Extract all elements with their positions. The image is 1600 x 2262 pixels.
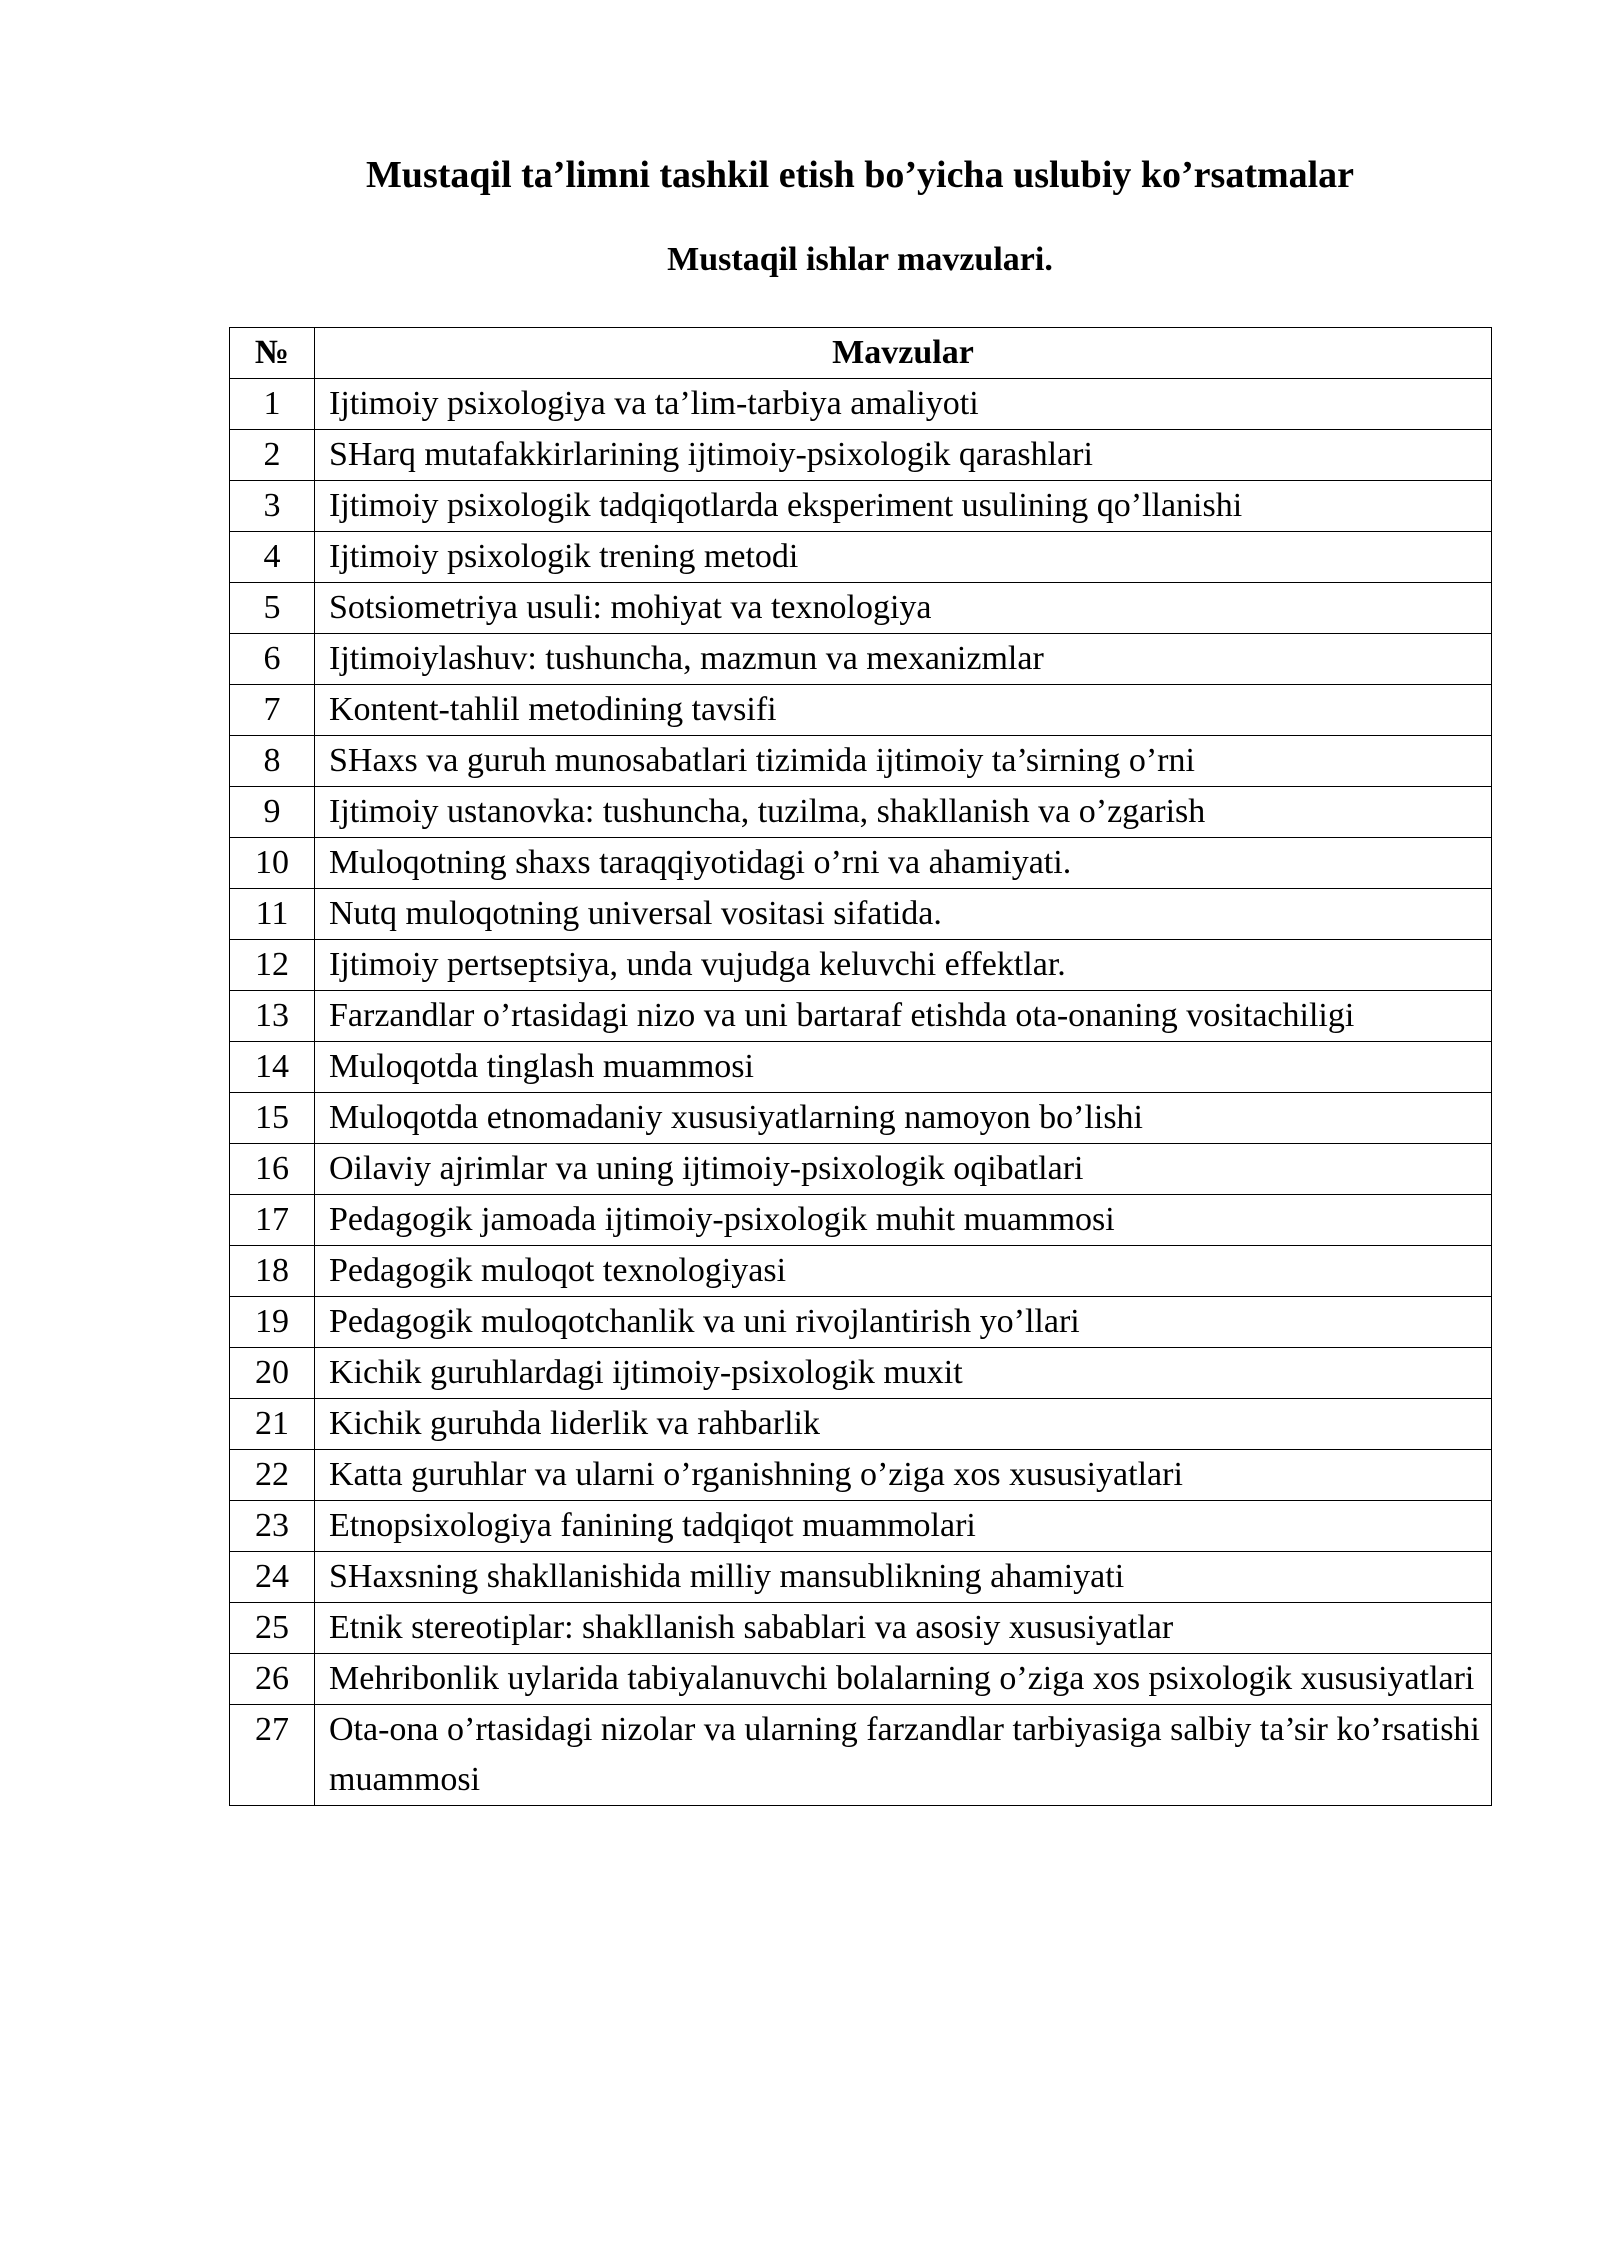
row-number: 6 (230, 634, 315, 685)
row-topic: Oilaviy ajrimlar va uning ijtimoiy-psixologik oqibatlari (315, 1144, 1492, 1195)
document-title: Mustaqil ta’limni tashkil etish bo’yicha uslubiy ko’rsatmalar (365, 154, 1355, 196)
row-number: 27 (230, 1705, 315, 1806)
row-number: 13 (230, 991, 315, 1042)
row-topic: Sotsiometriya usuli: mohiyat va texnologiya (315, 583, 1492, 634)
row-topic: Ota-ona o’rtasidagi nizolar va ularning farzandlar tarbiyasiga salbiy ta’sir ko’rsatishi muammosi (315, 1705, 1492, 1806)
row-number: 9 (230, 787, 315, 838)
row-number: 4 (230, 532, 315, 583)
table-row (230, 1501, 1492, 1552)
row-number: 20 (230, 1348, 315, 1399)
row-number: 17 (230, 1195, 315, 1246)
row-topic: Kontent-tahlil metodining tavsifi (315, 685, 1492, 736)
row-number: 14 (230, 1042, 315, 1093)
table-header-row (230, 328, 1492, 379)
row-topic: Etnik stereotiplar: shakllanish sabablari va asosiy xususiyatlar (315, 1603, 1492, 1654)
row-topic: Pedagogik jamoada ijtimoiy-psixologik muhit muammosi (315, 1195, 1492, 1246)
row-number: 10 (230, 838, 315, 889)
row-topic: SHaxs va guruh munosabatlari tizimida ijtimoiy ta’sirning o’rni (315, 736, 1492, 787)
table-row (230, 1246, 1492, 1297)
row-number: 12 (230, 940, 315, 991)
table-row (230, 1195, 1492, 1246)
table-row (230, 532, 1492, 583)
row-number: 16 (230, 1144, 315, 1195)
row-topic: Muloqotda tinglash muammosi (315, 1042, 1492, 1093)
row-number: 22 (230, 1450, 315, 1501)
document-subtitle: Mustaqil ishlar mavzulari. (667, 241, 1053, 278)
row-topic: Ijtimoiy pertseptsiya, unda vujudga keluvchi effektlar. (315, 940, 1492, 991)
table-row (230, 634, 1492, 685)
table-row (230, 940, 1492, 991)
row-number: 19 (230, 1297, 315, 1348)
row-number: 8 (230, 736, 315, 787)
row-topic: Ijtimoiylashuv: tushuncha, mazmun va mexanizmlar (315, 634, 1492, 685)
row-topic: Farzandlar o’rtasidagi nizo va uni bartaraf etishda ota-onaning vositachiligi (315, 991, 1492, 1042)
row-topic: Nutq muloqotning universal vositasi sifatida. (315, 889, 1492, 940)
row-number: 23 (230, 1501, 315, 1552)
table-row (230, 1654, 1492, 1705)
row-topic: Ijtimoiy psixologik trening metodi (315, 532, 1492, 583)
row-topic: Etnopsixologiya fanining tadqiqot muammolari (315, 1501, 1492, 1552)
row-topic: SHarq mutafakkirlarining ijtimoiy-psixologik qarashlari (315, 430, 1492, 481)
table-row (230, 991, 1492, 1042)
table-row (230, 1297, 1492, 1348)
row-number: 2 (230, 430, 315, 481)
table-row (230, 1705, 1492, 1806)
table-row (230, 787, 1492, 838)
table-row (230, 685, 1492, 736)
table-row (230, 1144, 1492, 1195)
topics-table-body (230, 379, 1492, 1806)
row-number: 5 (230, 583, 315, 634)
row-number: 11 (230, 889, 315, 940)
row-number: 15 (230, 1093, 315, 1144)
table-row (230, 481, 1492, 532)
row-topic: Pedagogik muloqot texnologiyasi (315, 1246, 1492, 1297)
row-topic: Muloqotning shaxs taraqqiyotidagi o’rni va ahamiyati. (315, 838, 1492, 889)
table-row (230, 1450, 1492, 1501)
table-row (230, 1399, 1492, 1450)
row-number: 18 (230, 1246, 315, 1297)
row-number: 7 (230, 685, 315, 736)
table-row (230, 583, 1492, 634)
row-topic: Kichik guruhlardagi ijtimoiy-psixologik muxit (315, 1348, 1492, 1399)
row-topic: Ijtimoiy ustanovka: tushuncha, tuzilma, shakllanish va o’zgarish (315, 787, 1492, 838)
table-row (230, 379, 1492, 430)
row-number: 26 (230, 1654, 315, 1705)
table-row (230, 1552, 1492, 1603)
row-topic: Pedagogik muloqotchanlik va uni rivojlantirish yo’llari (315, 1297, 1492, 1348)
row-topic: Ijtimoiy psixologiya va ta’lim-tarbiya amaliyoti (315, 379, 1492, 430)
header-number: № (230, 328, 315, 379)
table-row (230, 1603, 1492, 1654)
row-number: 21 (230, 1399, 315, 1450)
row-topic: Katta guruhlar va ularni o’rganishning o’ziga xos xususiyatlari (315, 1450, 1492, 1501)
row-number: 3 (230, 481, 315, 532)
table-row (230, 1093, 1492, 1144)
topics-table (229, 327, 1492, 1806)
row-topic: Mehribonlik uylarida tabiyalanuvchi bolalarning o’ziga xos psixologik xususiyatlari (315, 1654, 1492, 1705)
table-row (230, 736, 1492, 787)
row-topic: Ijtimoiy psixologik tadqiqotlarda eksperiment usulining qo’llanishi (315, 481, 1492, 532)
row-topic: Muloqotda etnomadaniy xususiyatlarning namoyon bo’lishi (315, 1093, 1492, 1144)
row-number: 25 (230, 1603, 315, 1654)
row-number: 1 (230, 379, 315, 430)
row-topic: Kichik guruhda liderlik va rahbarlik (315, 1399, 1492, 1450)
table-row (230, 889, 1492, 940)
header-topic: Mavzular (315, 328, 1492, 379)
table-row (230, 1042, 1492, 1093)
table-row (230, 1348, 1492, 1399)
row-topic: SHaxsning shakllanishida milliy mansublikning ahamiyati (315, 1552, 1492, 1603)
row-number: 24 (230, 1552, 315, 1603)
table-row (230, 838, 1492, 889)
table-row (230, 430, 1492, 481)
